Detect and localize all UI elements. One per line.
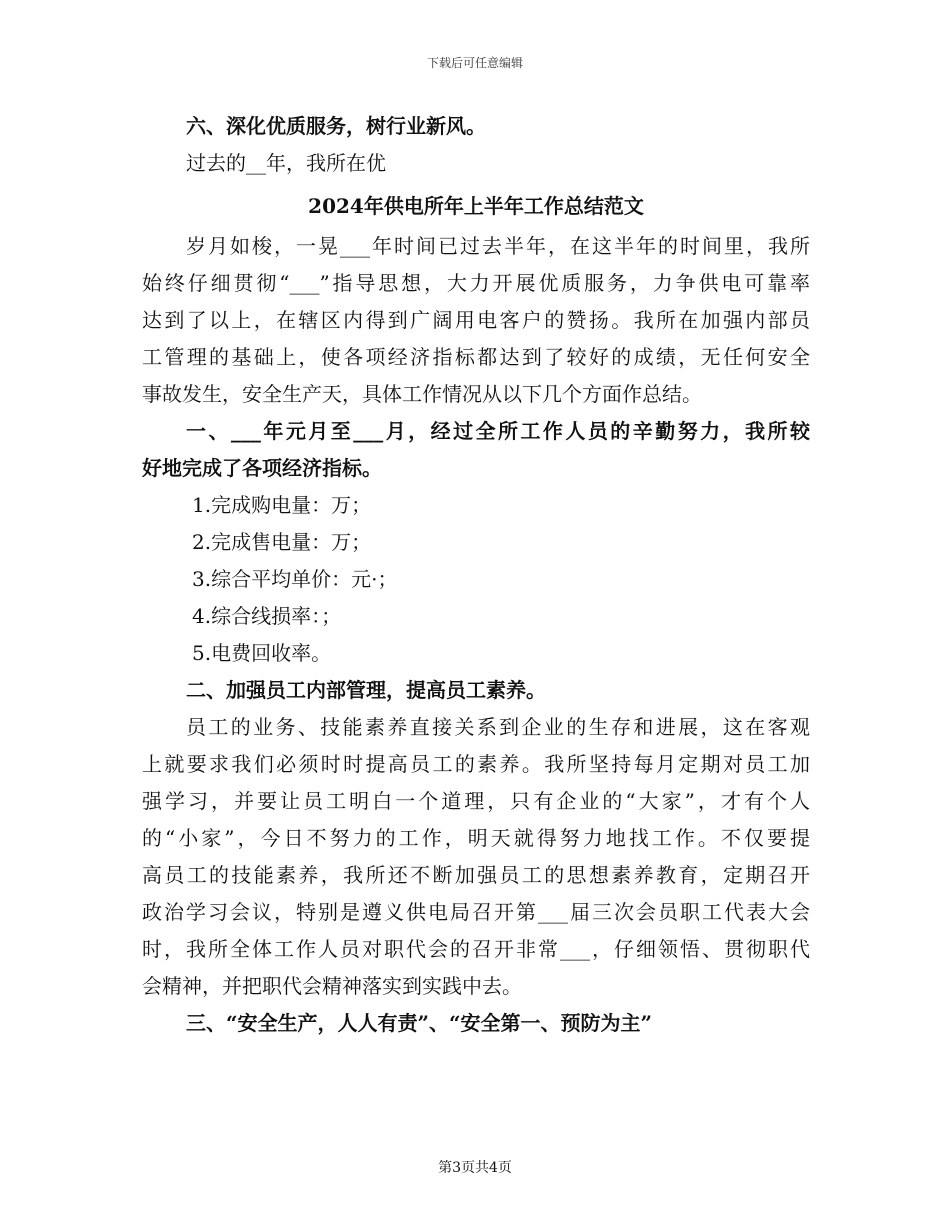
paragraph-line: 事故发生，安全生产天，具体工作情况从以下几个方面作总结。 [142,382,702,406]
paragraph-line: 强学习，并要让员工明白一个道理，只有企业的“大家”，才有个人 [142,789,810,813]
list-item: 4.综合线损率：； [192,604,342,628]
paragraph-line: 始终仔细贯彻“___”指导思想，大力开展优质服务，力争供电可靠率 [142,271,810,295]
section2-heading: 二、加强员工内部管理，提高员工素养。 [186,678,546,702]
section-heading-line: 一、___年元月至___月，经过全所工作人员的辛勤努力，我所较 [186,419,810,443]
paragraph-line: 上就要求我们必须时时提高员工的素养。我所坚持每月定期对员工加 [142,752,810,776]
section1-heading [142,413,810,487]
list-item: 3.综合平均单价：元·； [192,567,398,591]
document-title: 2024年供电所年上半年工作总结范文 [308,194,644,218]
header-note: 下载后可任意编辑 [426,56,523,70]
prev-section-heading: 六、深化优质服务，树行业新风。 [186,114,486,138]
paragraph-line: 员工的业务、技能素养直接关系到企业的生存和进展，这在客观 [186,715,810,739]
section1-list [142,487,810,672]
paragraph-line: 达到了以上，在辖区内得到广阔用电客户的赞扬。我所在加强内部员 [142,308,810,332]
prev-section-text: 过去的__年，我所在优 [186,151,386,175]
list-item: 1.完成购电量：万； [192,493,372,517]
intro-paragraph [142,228,810,413]
list-item: 2.完成售电量：万； [192,530,372,554]
paragraph-line: 岁月如梭，一晃___年时间已过去半年，在这半年的时间里，我所 [186,234,810,258]
paragraph-line: 工管理的基础上，使各项经济指标都达到了较好的成绩，无任何安全 [142,345,810,369]
document-body [142,108,810,1042]
paragraph-line: 时，我所全体工作人员对职代会的召开非常___，仔细领悟、贯彻职代 [142,937,810,961]
section2-paragraph [142,709,810,1005]
page-number: 第3页共4页 [438,1160,512,1176]
section-heading-line: 好地完成了各项经济指标。 [142,456,382,480]
paragraph-line: 会精神，并把职代会精神落实到实践中去。 [142,974,522,998]
section3-heading: 三、“安全生产，人人有责”、“安全第一、预防为主” [186,1011,653,1035]
paragraph-line: 的“小家”，今日不努力的工作，明天就得努力地找工作。不仅要提 [142,826,810,850]
list-item: 5.电费回收率。 [192,641,332,665]
paragraph-line: 高员工的技能素养，我所还不断加强员工的思想素养教育，定期召开 [142,863,810,887]
paragraph-line: 政治学习会议，特别是遵义供电局召开第___届三次会员职工代表大会 [142,900,810,924]
